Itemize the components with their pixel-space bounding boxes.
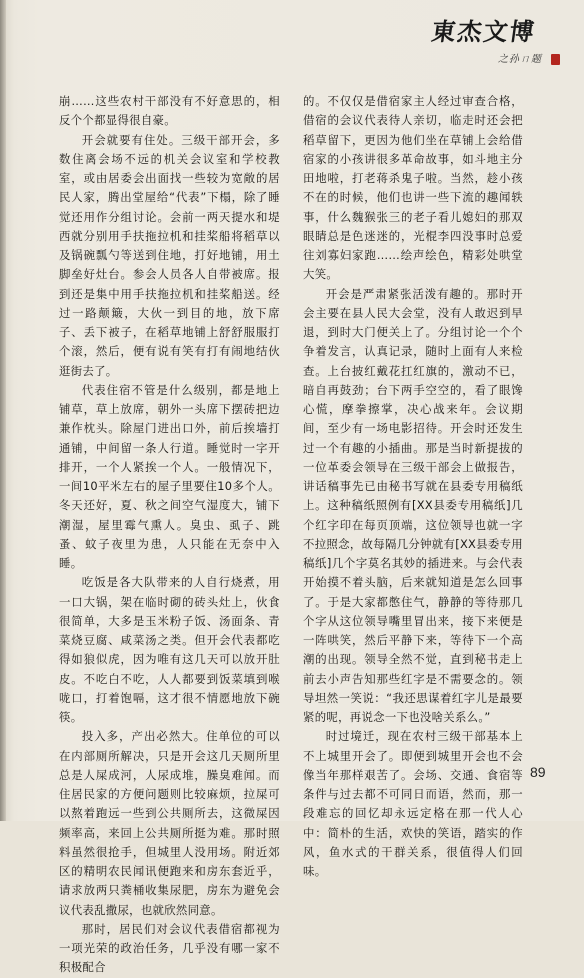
paragraph: 那时，居民们对会议代表借宿都视为一项光荣的政治任务，几乎没有哪一家不积极配合 <box>59 921 280 975</box>
right-text-column <box>303 92 523 881</box>
paragraph: 代表住宿不管是什么级别，都是地上铺草，草上放席，朝外一头席下摆砖把边兼作枕头。除屋门进出口外，前后挨墙打通铺，中间留一条人行道。睡觉时一字开排开，一个人紧挨一个人。一般情况下，一间10平米左右的屋子里要住10多个人。冬天还好，夏、秋之间空气湿度大，铺下潮湿，屋里霉气熏人。臭虫、虱子、跳蚤、蚊子夜里为患，人只能在无奈中入睡。 <box>59 382 280 570</box>
paragraph: 投入多，产出必然大。住单位的可以在内部厕所解决，只是开会这几天厕所里总是人屎成河，人尿成堆，臊臭难闻。而住居民家的方便问题则比较麻烦，拉屎可以熬着跑远一些到公共厕所去，这微屎因频率高，来回上公共厕所挺为难。那时照料虽然很抢手，但城里人没用场。附近郊区的精明农民闻讯便跑来和房东套近乎，请求放两只粪桶收集尿肥，房东为避免会议代表乱撒尿，也就欣然同意。 <box>59 729 280 917</box>
paragraph: 吃饭是各大队带来的人自行烧煮，用一口大锅，架在临时砌的砖头灶上，伙食很简单，大多是玉米粉子饭、汤面条、青菜烧豆腐、咸菜汤之类。但开会代表都吃得如狼似虎，因为唯有这几天可以放开肚皮。不吃白不吃，人人都要到饭菜填到喉咙口，打着饱嗝，这才很不情愿地放下碗筷。 <box>59 575 280 724</box>
red-seal-icon <box>551 54 560 65</box>
paragraph: 时过境迁，现在农村三级干部基本上不上城里开会了。即便到城里开会也不会像当年那样艰苦了。会场、交通、食宿等条件与过去都不可同日而语，然而，那一段难忘的回忆却永远定格在那一代人心中：简朴的生活，欢快的笑语，踏实的作风，鱼水式的干群关系，很值得人们回味。 <box>303 729 523 878</box>
paragraph: 的。不仅仅是借宿家主人经过审查合格，借宿的会议代表待人亲切，临走时还会把稻草留下，更因为他们坐在草铺上会给借宿家的小孩讲很多革命故事，如斗地主分田地啦，打老蒋杀鬼子啦。当然，趁小孩不在的时候，他们也讲一些下流的趣闻轶事，什么魏猴张三的老子看儿媳妇的那双眼睛总是色迷迷的，光棍李四没事时总爱往刘寡妇家跑……绘声绘色，精彩处哄堂大笑。 <box>303 94 523 282</box>
paragraph: 崩……这些农村干部没有不好意思的，相反个个都显得很自豪。 <box>59 94 280 128</box>
paragraph: 开会就要有住处。三级干部开会，多数住离会场不远的机关会议室和学校教室，或由居委会出面找一些较为宽敞的居民人家，腾出堂屋给“代表”下榻，除了睡觉还用作分组讨论。会前一两天提水和堤西就分别用手扶拖拉机和挂桨船将稻草以及锅碗瓢勺等送到住地，打好地铺，用土脚垒好灶台。参会人员各人自带被席。报到还是集中用手扶拖拉机和挂桨船送。经过一路颠簸，大伙一到目的地，放下席子、丢下被子，在稻草地铺上舒舒服服打个滚，然后，便有说有笑有打有闹地结伙逛街去了。 <box>59 132 280 378</box>
column-title: 東杰文博 <box>429 17 538 46</box>
page-spine-shadow <box>0 0 6 821</box>
column-header <box>414 10 564 72</box>
page-number: 89 <box>530 764 546 780</box>
paragraph: 开会是严肃紧张活泼有趣的。那时开会主要在县人民大会堂，没有人敢迟到早退，到时大门便关上了。分组讨论一个个争着发言，认真记录，随时上面有人来检查。上台披红戴花扛红旗的，激动不已，暗自再鼓劲；台下两手空空的，看了眼馋心慌，摩拳擦掌，决心战来年。会议期间，至少有一场电影招待。开会时还发生过一个有趣的小插曲。那是当时新提拔的一位革委会领导在三级干部会上做报告，讲话稿事先已由秘书写就在县委专用稿纸上。这种稿纸照例有[XX县委专用稿纸]几个红字印在每页顶端，这位领导也就一字不拉照念，故每隔几分钟就有[XX县委专用稿纸]几个字莫名其妙的插进来。与会代表开始摸不着头脑，后来就知道是怎么回事了。于是大家都憋住气，静静的等待那几个字从这位领导嘴里冒出来，接下来便是一阵哄笑，然后平静下来，等待下一个高潮的出现。领导全然不觉，直到秘书走上前去小声告知那些红字是不需要念的。领导坦然一笑说：“我还思谋着红字儿是最要紧的呢，再说念一下也没啥关系么。” <box>303 286 523 724</box>
left-text-column <box>59 92 280 978</box>
column-signature: 之孙ㄇ题 <box>498 54 542 65</box>
